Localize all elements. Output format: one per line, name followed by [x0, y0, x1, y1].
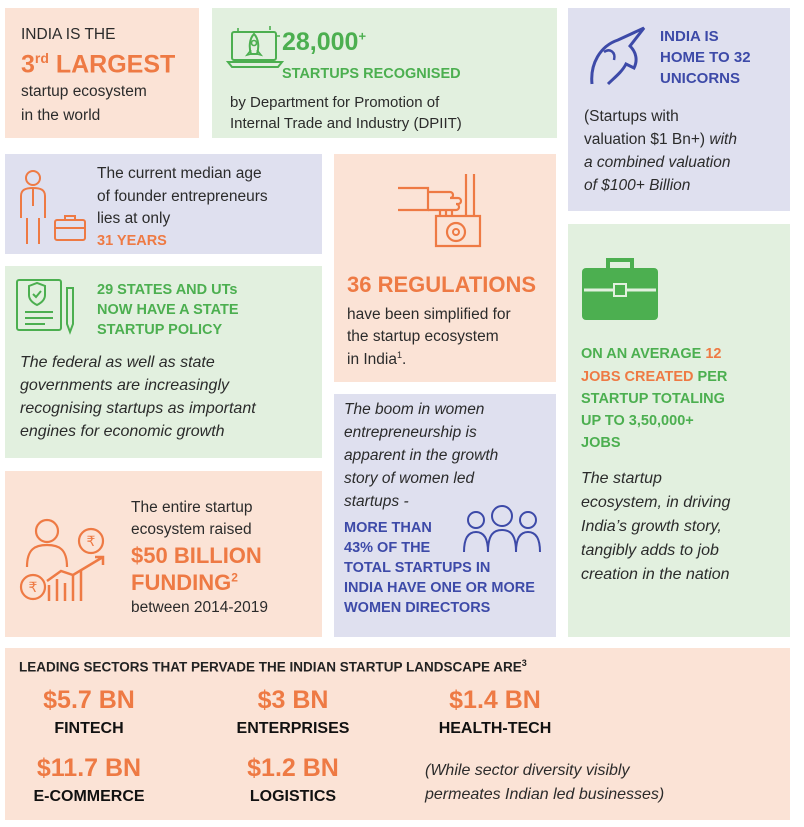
- funding-p3: between 2014-2019: [131, 599, 269, 616]
- sector-name-logistics: LOGISTICS: [249, 788, 337, 805]
- funding-p1: The entire startup: [131, 499, 253, 516]
- sectors-panel: [5, 648, 790, 820]
- sector-name-health-tech: HEALTH-TECH: [438, 720, 552, 737]
- regulations-line3: [347, 350, 406, 369]
- jobs-p4: tangibly adds to job: [581, 542, 719, 559]
- women-b4: [344, 580, 535, 596]
- jobs-l1-count: 12: [705, 346, 722, 362]
- jobs-p5: creation in the nation: [581, 566, 730, 583]
- tile-state-policy: [5, 266, 322, 458]
- women-b5: WOMEN DIRECTORS: [344, 600, 491, 616]
- unicorn-p3: a combined valuation: [584, 154, 731, 171]
- funding-amount: $50 BILLION: [131, 543, 262, 568]
- sectors-note-line1: (While sector diversity visibly: [425, 762, 630, 779]
- sector-name-enterprises: ENTERPRISES: [236, 720, 350, 737]
- startups-recognised-label: STARTUPS RECOGNISED: [282, 66, 461, 82]
- rocket-laptop-icon: [226, 24, 284, 70]
- women-b4-india: INDIA: [344, 580, 383, 596]
- sector-name-e-commerce: E-COMMERCE: [33, 788, 145, 805]
- jobs-l4: UP TO 3,50,000+: [581, 413, 694, 429]
- median-age-value: 31 YEARS: [97, 233, 167, 249]
- sector-value-health-tech: $1.4 BN: [449, 686, 541, 714]
- tile-third-largest: [5, 8, 199, 138]
- tile-jobs: [568, 224, 790, 637]
- women-i2: entrepreneurship is: [344, 424, 477, 441]
- jobs-l1-average: ON AN AVERAGE: [581, 346, 706, 362]
- sector-value-logistics: $1.2 BN: [247, 754, 339, 782]
- regulations-line2: the startup ecosystem: [347, 328, 499, 345]
- businessman-icon: [15, 166, 89, 246]
- unicorn-p2-with: with: [705, 131, 737, 148]
- women-b2: 43% OF THE: [344, 540, 431, 556]
- unicorn-line2: HOME TO 32: [660, 49, 751, 66]
- unicorn-p1: (Startups with: [584, 108, 679, 125]
- policy-p3: recognising startups as important: [20, 400, 256, 417]
- women-i5: startups -: [344, 493, 409, 510]
- sectors-note-line2: permeates Indian led businesses): [425, 786, 665, 803]
- regulations-line3-text: in India: [347, 351, 397, 369]
- tile-funding: [5, 471, 322, 637]
- unicorn-p4: of $100+ Billion: [584, 177, 691, 194]
- tile-unicorns: [568, 8, 790, 211]
- women-group-icon: [458, 502, 546, 554]
- women-i3: apparent in the growth: [344, 447, 499, 464]
- age-line2: of founder entrepreneurs: [97, 188, 268, 205]
- sector-value-e-commerce: $11.7 BN: [36, 754, 142, 782]
- funding-sup: 2: [231, 570, 238, 585]
- sectors-heading-text: LEADING SECTORS THAT PERVADE THE INDIAN STARTUP LANDSCAPE ARE: [19, 659, 522, 675]
- investor-growth-icon: [17, 515, 113, 603]
- women-b1: MORE THAN: [344, 520, 432, 536]
- tile1-rank: [21, 50, 175, 79]
- startup-count: [282, 28, 366, 57]
- tile1-line1: INDIA IS THE: [21, 26, 116, 43]
- jobs-l3: STARTUP TOTALING: [581, 391, 725, 407]
- age-line1: The current median age: [97, 165, 262, 182]
- startup-count-sup: +: [358, 28, 367, 44]
- jobs-l2-created: JOBS CREATED: [581, 369, 694, 385]
- policy-p2: governments are increasingly: [20, 377, 229, 394]
- policy-document-icon: [15, 278, 77, 336]
- age-line3: lies at only: [97, 210, 171, 227]
- jobs-p2: ecosystem, in driving: [581, 494, 731, 511]
- svg-text:₹: ₹: [86, 534, 96, 550]
- tile-startups-recognised: [212, 8, 557, 138]
- jobs-l2-per: PER: [693, 369, 728, 385]
- svg-text:₹: ₹: [28, 580, 38, 596]
- unicorn-icon: [582, 22, 654, 94]
- tile1-line4: in the world: [21, 107, 101, 124]
- policy-line3: STARTUP POLICY: [97, 322, 223, 338]
- sector-value-enterprises: $3 BN: [257, 686, 329, 714]
- policy-line2: NOW HAVE A STATE: [97, 302, 239, 318]
- sector-value-fintech: $5.7 BN: [43, 686, 135, 714]
- tile1-largest: LARGEST: [55, 50, 176, 79]
- funding-p2: ecosystem raised: [131, 521, 252, 538]
- jobs-p1: The startup: [581, 470, 662, 487]
- startup-count-value: 28,000: [282, 28, 359, 56]
- tile1-rank-sup: rd: [34, 50, 49, 66]
- tile2-line2: Internal Trade and Industry (DPIIT): [230, 115, 462, 132]
- tile1-rank-number: 3: [21, 50, 35, 79]
- sectors-heading-sup: 3: [521, 658, 527, 668]
- women-i4: story of women led: [344, 470, 475, 487]
- funding-label-text: FUNDING: [131, 570, 232, 595]
- tile1-line3: startup ecosystem: [21, 83, 147, 100]
- sector-name-fintech: FINTECH: [54, 720, 124, 737]
- women-i1: The boom in women: [344, 401, 485, 418]
- women-b4-rest: HAVE ONE OR MORE: [382, 580, 535, 596]
- unicorn-line1: INDIA IS: [660, 28, 719, 45]
- briefcase-icon: [580, 254, 660, 322]
- women-b3: TOTAL STARTUPS IN: [344, 560, 491, 576]
- policy-p1: The federal as well as state: [20, 354, 215, 371]
- regulations-headline: 36 REGULATIONS: [347, 272, 537, 297]
- unicorn-p2: [584, 131, 737, 149]
- jobs-p3: India’s growth story,: [581, 518, 722, 535]
- regulations-sup: 1: [396, 350, 402, 360]
- policy-line1: 29 STATES AND UTs: [97, 282, 238, 298]
- tile-women-entrepreneurs: [334, 394, 556, 637]
- jobs-l5: JOBS: [581, 435, 621, 451]
- funding-label: [131, 570, 238, 596]
- jobs-l2: [581, 369, 727, 385]
- sectors-heading: [19, 658, 527, 675]
- regulation-hand-icon: [396, 170, 492, 250]
- tile-median-age: [5, 154, 322, 254]
- regulations-line3-end: .: [402, 351, 407, 369]
- unicorn-line3: UNICORNS: [660, 70, 741, 87]
- policy-p4: engines for economic growth: [20, 423, 225, 440]
- unicorn-p2-valuation: valuation $1 Bn+): [584, 131, 706, 148]
- jobs-l1: [581, 346, 721, 362]
- regulations-line1: have been simplified for: [347, 306, 511, 323]
- tile2-line1: by Department for Promotion of: [230, 94, 440, 111]
- tile-regulations: [334, 154, 556, 382]
